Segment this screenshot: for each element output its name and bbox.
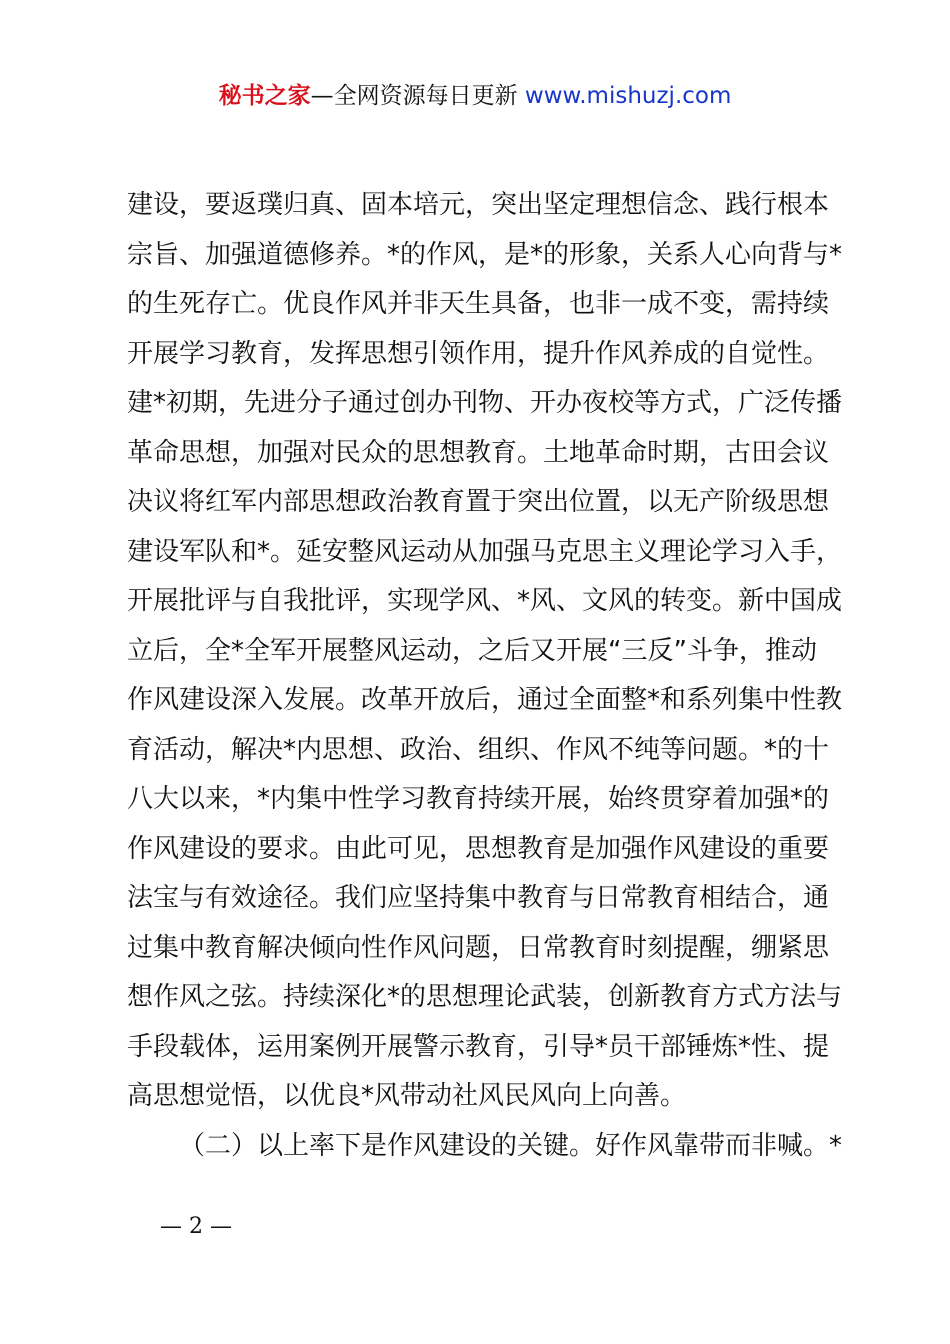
body-line: 高思想觉悟，以优良*风带动社风民风向上向善。 xyxy=(127,1081,687,1111)
page-number: — 2 — xyxy=(160,1214,232,1239)
site-tagline: —全网资源每日更新 xyxy=(310,83,525,109)
body-line: 革命思想，加强对民众的思想教育。土地革命时期，古田会议 xyxy=(127,437,830,468)
body-line: 法宝与有效途径。我们应坚持集中教育与日常教育相结合，通 xyxy=(127,883,830,913)
body-line: 手段载体，运用案例开展警示教育，引导*员干部锤炼*性、提 xyxy=(127,1031,830,1062)
body-line: 立后，全*全军开展整风运动，之后又开展“三反”斗争，推动 xyxy=(127,635,817,666)
body-line: 建设军队和*。延安整风运动从加强马克思主义理论学习入手， xyxy=(127,536,843,567)
body-line: 建设，要返璞归真、固本培元，突出坚定理想信念、践行根本 xyxy=(127,190,830,220)
body-line: 决议将红军内部思想政治教育置于突出位置，以无产阶级思想 xyxy=(127,487,830,517)
body-line: 的生死存亡。优良作风并非天生具备，也非一成不变，需持续 xyxy=(127,289,830,319)
body-line: 育活动，解决*内思想、政治、组织、作风不纯等问题。*的十 xyxy=(127,734,830,765)
section-heading-line: （二）以上率下是作风建设的关键。好作风靠带而非喊。* xyxy=(179,1130,843,1161)
body-line: 想作风之弦。持续深化*的思想理论武装，创新教育方式方法与 xyxy=(127,982,843,1012)
body-line: 宗旨、加强道德修养。*的作风，是*的形象，关系人心向背与* xyxy=(127,239,843,270)
body-line: 作风建设深入发展。改革开放后，通过全面整*和系列集中性教 xyxy=(127,685,843,715)
body-line: 过集中教育解决倾向性作风问题，日常教育时刻提醒，绷紧思 xyxy=(127,932,830,963)
site-brand: 秘书之家 xyxy=(218,83,311,109)
body-line: 开展批评与自我批评，实现学风、*风、文风的转变。新中国成 xyxy=(127,586,843,616)
body-line: 作风建设的要求。由此可见，思想教育是加强作风建设的重要 xyxy=(127,833,830,864)
site-url-link[interactable]: www.mishuzj.com xyxy=(524,83,732,109)
body-line: 建*初期，先进分子通过创办刊物、开办夜校等方式，广泛传播 xyxy=(127,388,843,418)
body-line: 八大以来，*内集中性学习教育持续开展，始终贯穿着加强*的 xyxy=(127,784,830,814)
body-line: 开展学习教育，发挥思想引领作用，提升作风养成的自觉性。 xyxy=(127,338,830,369)
page-header xyxy=(0,80,950,112)
document-body xyxy=(127,181,843,1171)
